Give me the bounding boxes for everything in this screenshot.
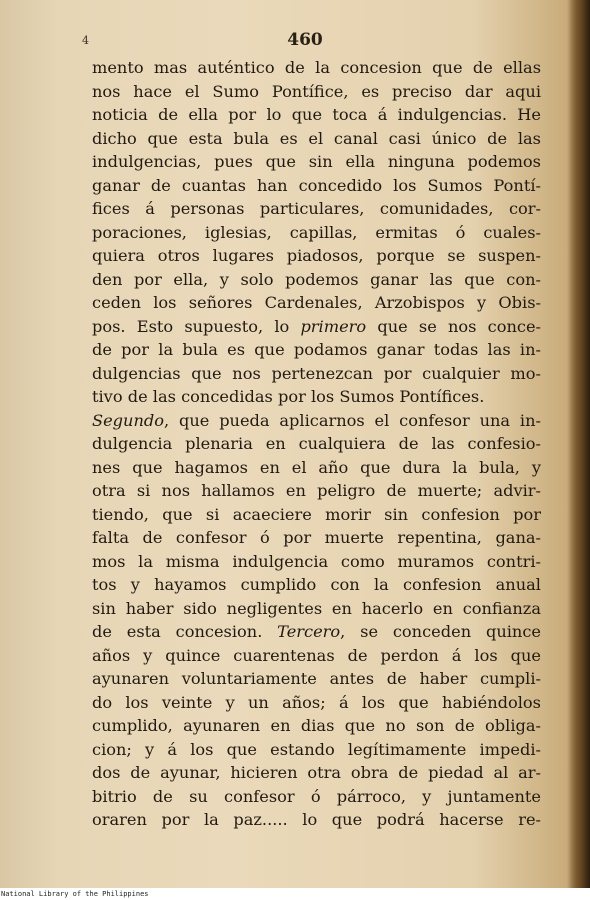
text-line: bitrio de su confesor ó párroco, y juntamente <box>92 786 541 806</box>
text-line: den por ella, y solo podemos ganar las que con- <box>92 269 541 289</box>
text-line: años y quince cuarentenas de perdon á los que <box>92 645 541 665</box>
library-credit: National Library of the Philippines <box>1 890 149 898</box>
text-line: dos de ayunar, hicieren otra obra de piedad al ar- <box>92 763 541 782</box>
text-line: mento mas auténtico de la concesion que de ellas <box>92 58 541 77</box>
text-line: do los veinte y un años; á los que habiéndolos <box>92 692 541 712</box>
text-line: de por la bula es que podamos ganar todas las in- <box>92 340 541 359</box>
text-line: tiendo, que si acaeciere morir sin confesion por <box>92 504 541 524</box>
text-line: dulgencia plenaria en cualquiera de las confesio- <box>92 434 541 453</box>
text-line: falta de confesor ó por muerte repentina, gana- <box>92 528 541 547</box>
text-line: ceden los señores Cardenales, Arzobispos y Obis- <box>92 293 541 312</box>
text-line: indulgencias, pues que sin ella ninguna podemos <box>92 152 541 171</box>
text-line: cion; y á los que estando legítimamente impedi- <box>92 739 541 759</box>
text-line: ganar de cuantas han concedido los Sumos Pontí- <box>92 175 541 195</box>
text-line: mos la misma indulgencia como muramos contri- <box>92 551 541 571</box>
text-line: dulgencias que nos pertenezcan por cualquier mo- <box>92 363 541 383</box>
text-line: noticia de ella por lo que toca á indulgencias. He <box>92 105 541 124</box>
text-line: cumplido, ayunaren en dias que no son de obliga- <box>92 716 541 735</box>
text-line: oraren por la paz..... lo que podrá hacerse re- <box>92 810 541 829</box>
text-line: de esta concesion. Tercero, se conceden quince <box>92 622 541 641</box>
text-line: tos y hayamos cumplido con la confesion anual <box>92 575 541 594</box>
text-line: nos hace el Sumo Pontífice, es preciso dar aqui <box>92 81 541 101</box>
text-line: pos. Esto supuesto, lo primero que se nos conce- <box>92 316 541 336</box>
text-line: dicho que esta bula es el canal casi único de las <box>92 128 541 148</box>
text-line: nes que hagamos en el año que dura la bula, y <box>92 457 541 477</box>
text-line: Segundo, que pueda aplicarnos el confesor una in- <box>92 410 541 430</box>
text-line: fices á personas particulares, comunidades, cor- <box>92 199 541 218</box>
text-line: sin haber sido negligentes en hacerlo en confianza <box>92 598 541 618</box>
text-line: ayunaren voluntariamente antes de haber cumpli- <box>92 669 541 688</box>
page-number: 460 <box>287 30 323 50</box>
book-spine-shadow <box>568 0 590 888</box>
text-line: poraciones, iglesias, capillas, ermitas ó cuales- <box>92 222 541 242</box>
text-line: otra si nos hallamos en peligro de muerte; advir- <box>92 481 541 500</box>
text-line: tivo de las concedidas por los Sumos Pontífices. <box>92 387 485 406</box>
corner-mark: 4 <box>82 34 89 47</box>
body-text <box>92 56 541 832</box>
text-line: quiera otros lugares piadosos, porque se suspen- <box>92 246 541 265</box>
